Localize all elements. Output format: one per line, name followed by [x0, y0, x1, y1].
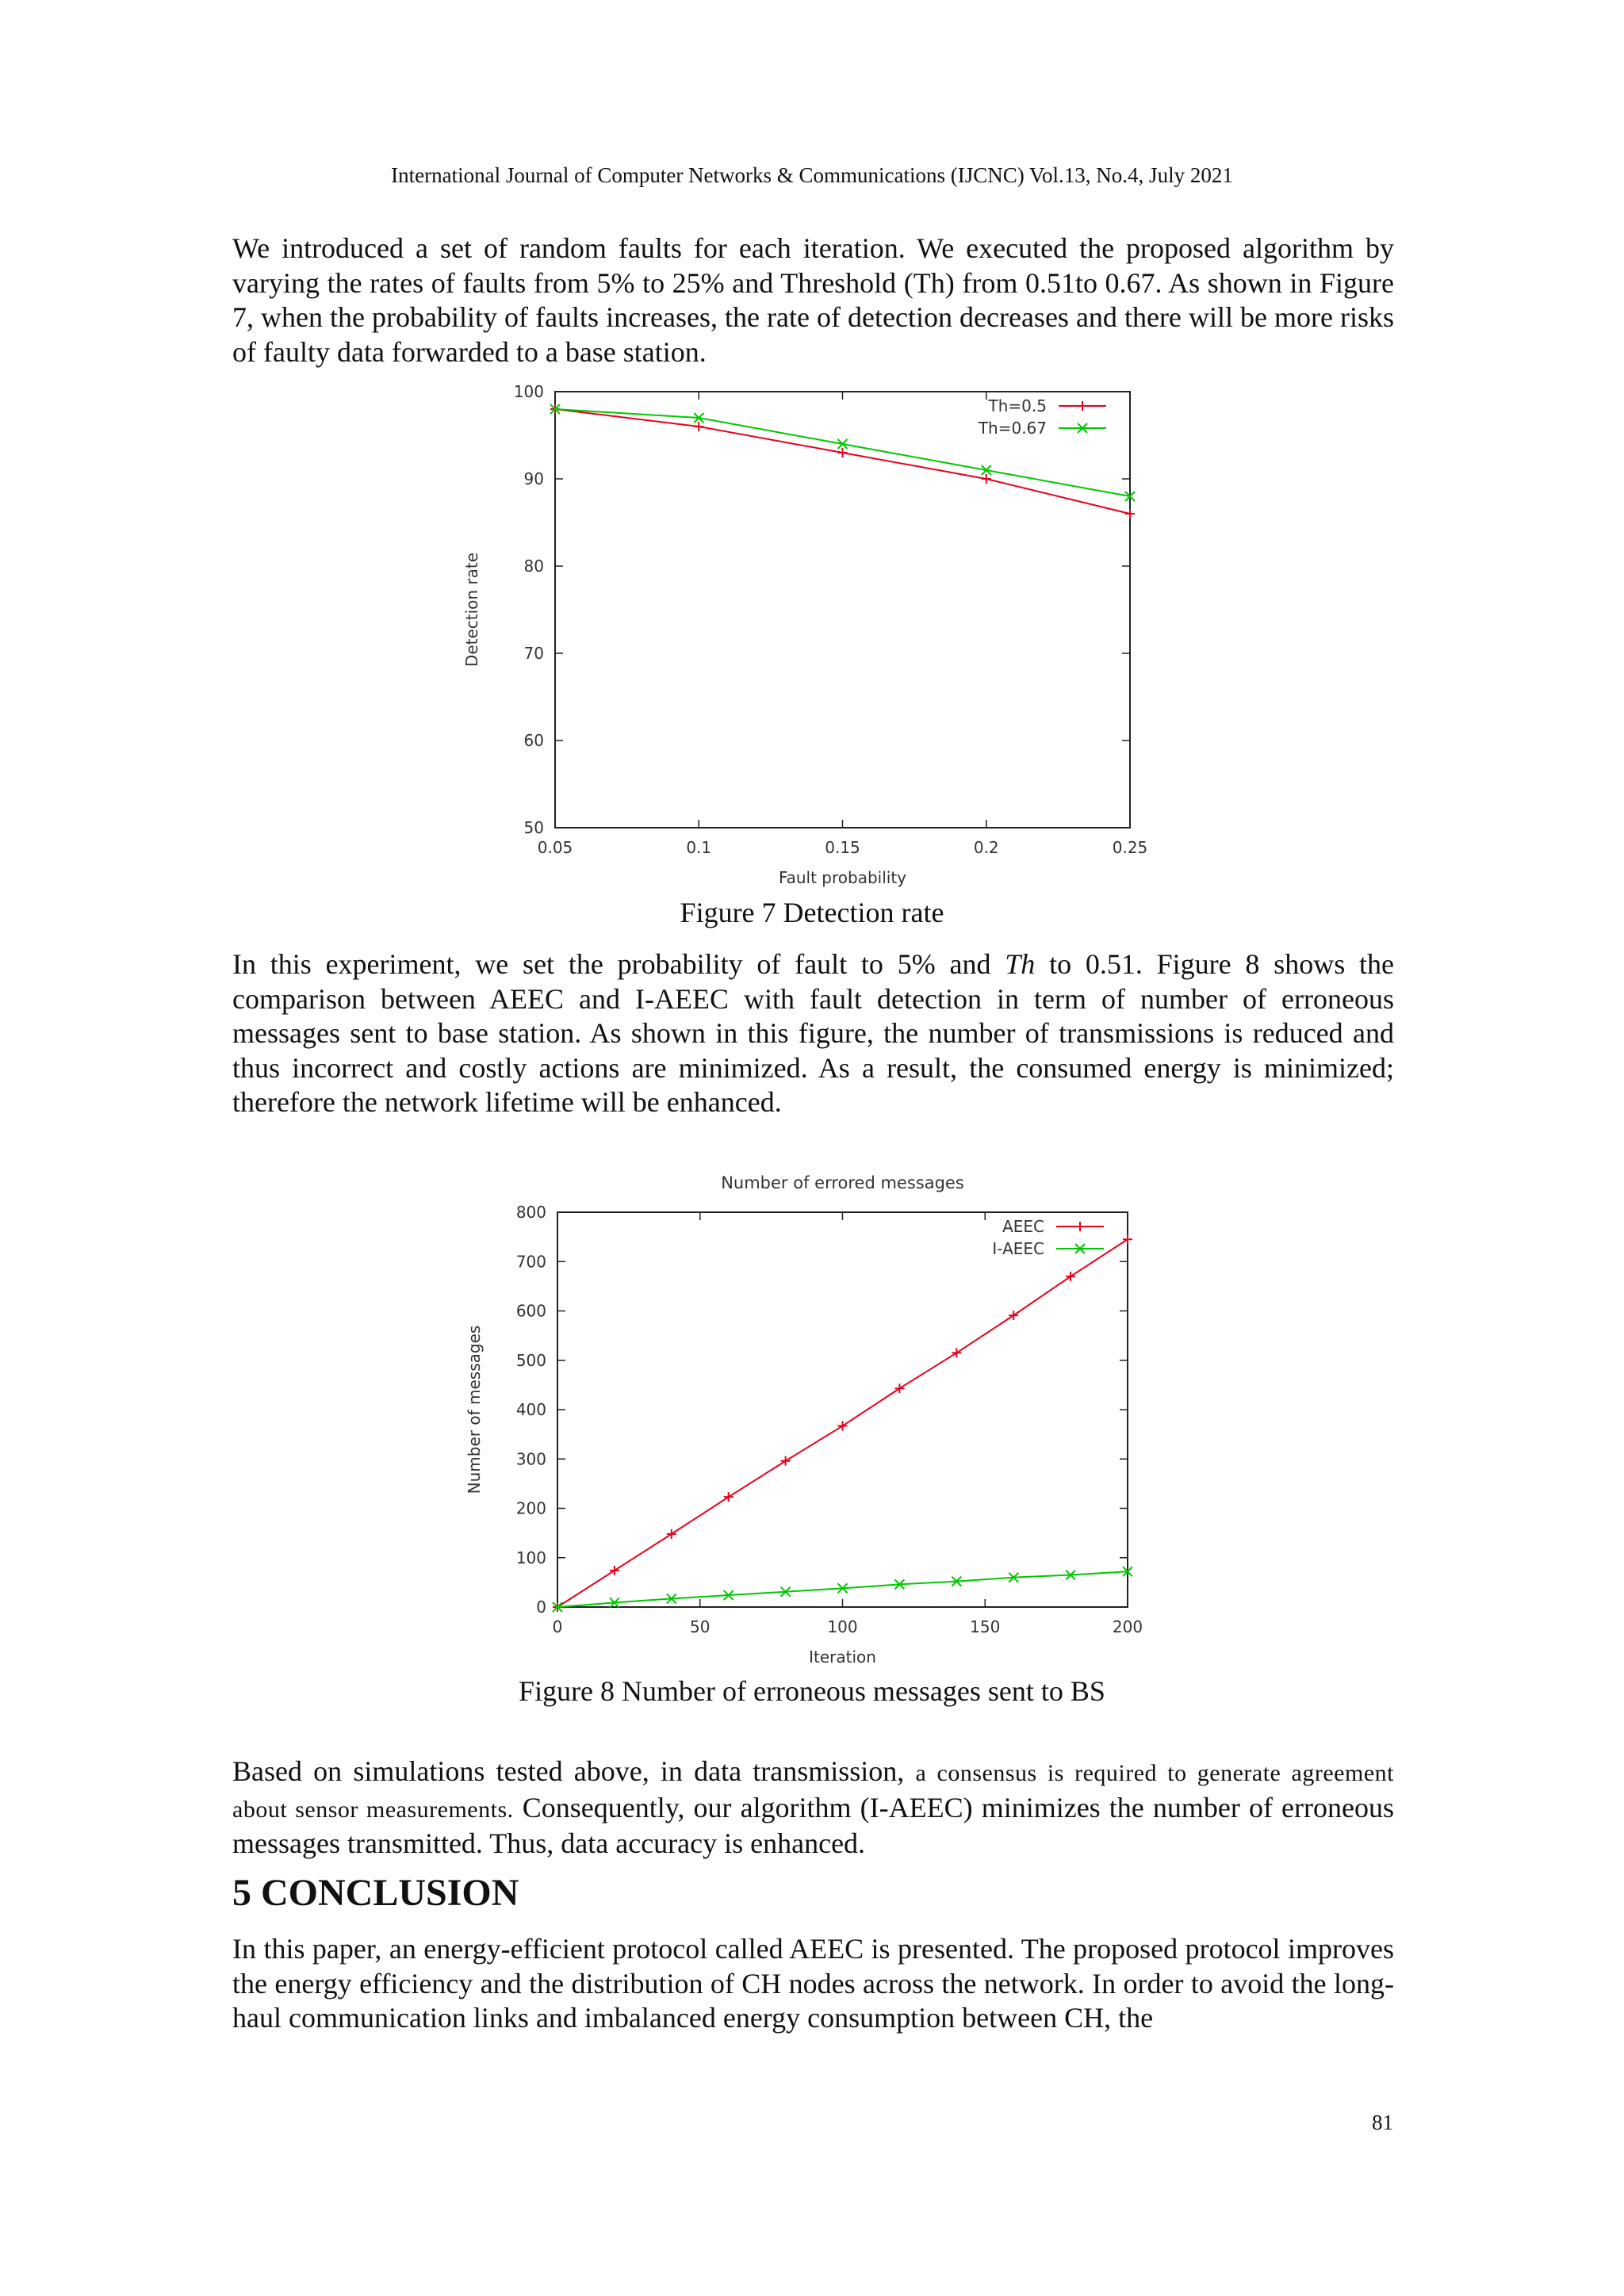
- data-point: [838, 439, 848, 449]
- x-tick-label: 0.1: [686, 838, 712, 857]
- plot-frame: [555, 392, 1130, 828]
- paragraph-2: [232, 947, 1394, 1120]
- data-point: [553, 1602, 562, 1612]
- data-point: [1123, 1567, 1132, 1576]
- data-point: [894, 1579, 904, 1589]
- x-tick-label: 150: [970, 1617, 1001, 1636]
- x-tick-label: 0.15: [825, 838, 860, 857]
- paragraph-1: We introduced a set of random faults for each iteration. We executed the proposed algorithm by varying the rates of faults from 5% to 25% and Threshold (Th) from 0.51to 0.67. As shown in Figure 7, when the probability of faults increases, the rate of detection decreases and there will be more risks of faulty data forwarded to a base station.: [232, 232, 1394, 368]
- chart-title: Number of errored messages: [721, 1173, 964, 1192]
- legend-label: AEEC: [1002, 1217, 1044, 1236]
- data-point: [724, 1590, 733, 1600]
- y-tick-label: 100: [513, 382, 544, 401]
- plot-frame: [557, 1212, 1128, 1607]
- paragraph-2-text-b: to 0.51. Figure 8 shows the comparison between AEEC and I-AEEC with fault detection in term of number of erroneous messages sent to base station. As shown in this figure, the number of transmissions is reduced and thus incorrect and costly actions are minimized. As a result, the consumed energy is minimized; therefore the network lifetime will be enhanced.: [232, 948, 1395, 1118]
- series-line-AEEC: [557, 1239, 1128, 1607]
- journal-header: International Journal of Computer Networks & Communications (IJCNC) Vol.13, No.4, July 2021: [391, 163, 1233, 187]
- data-point: [1009, 1311, 1018, 1320]
- x-tick-label: 0: [552, 1617, 563, 1636]
- data-point: [610, 1598, 619, 1607]
- y-tick-label: 800: [515, 1203, 546, 1222]
- data-point: [982, 474, 991, 484]
- paragraph-3-small: a consensus is required to generate agreement about sensor measurements.: [232, 1760, 1394, 1823]
- data-point: [781, 1456, 791, 1466]
- data-point: [1009, 1573, 1018, 1582]
- y-tick-label: 500: [515, 1350, 546, 1370]
- data-point: [1066, 1571, 1075, 1580]
- legend-marker: [1078, 401, 1087, 411]
- x-tick-label: 50: [690, 1617, 710, 1636]
- y-axis-label: Number of messages: [465, 1325, 484, 1494]
- y-axis-label: Detection rate: [462, 552, 481, 668]
- data-point: [553, 1602, 562, 1612]
- data-point: [667, 1529, 676, 1539]
- y-tick-label: 300: [515, 1449, 546, 1469]
- x-tick-label: 0.2: [973, 838, 999, 857]
- legend-label: Th=0.67: [978, 419, 1047, 438]
- data-point: [1123, 1234, 1132, 1244]
- figure-7-caption: Figure 7 Detection rate: [680, 897, 944, 928]
- data-point: [838, 1583, 848, 1593]
- data-point: [952, 1577, 961, 1586]
- data-point: [724, 1492, 733, 1502]
- data-point: [694, 413, 703, 423]
- y-tick-label: 700: [515, 1252, 546, 1272]
- y-tick-label: 50: [523, 818, 544, 837]
- y-tick-label: 80: [523, 557, 544, 576]
- x-tick-label: 0.25: [1112, 838, 1148, 857]
- chart-7: [462, 382, 1147, 887]
- figure-8-caption: Figure 8 Number of erroneous messages sent to BS: [519, 1675, 1105, 1707]
- series-line-Th=0.5: [555, 409, 1130, 514]
- y-tick-label: 400: [515, 1400, 546, 1419]
- data-point: [1125, 509, 1135, 519]
- data-point: [550, 404, 560, 414]
- data-point: [982, 465, 991, 475]
- data-point: [1125, 492, 1135, 501]
- data-point: [781, 1587, 791, 1597]
- data-point: [1066, 1272, 1075, 1281]
- paragraph-3: [232, 1755, 1394, 1862]
- x-axis-label: Fault probability: [778, 868, 907, 887]
- data-point: [550, 404, 560, 414]
- legend-marker: [1078, 423, 1087, 433]
- data-point: [838, 1422, 848, 1431]
- legend-label: Th=0.5: [988, 396, 1047, 415]
- y-tick-label: 200: [515, 1498, 546, 1518]
- data-point: [667, 1594, 676, 1603]
- legend-marker: [1075, 1222, 1085, 1231]
- chart-8: [465, 1173, 1143, 1667]
- legend-marker: [1075, 1244, 1085, 1253]
- paragraph-3-text-b: Consequently, our algorithm (I-AEEC) minimizes the number of erroneous messages transmitted. Thus, data accuracy is enhanced.: [232, 1791, 1394, 1859]
- series-line-Th=0.67: [555, 409, 1130, 496]
- x-axis-label: Iteration: [809, 1647, 876, 1667]
- data-point: [694, 422, 703, 431]
- x-tick-label: 100: [827, 1617, 858, 1636]
- page-number: 81: [1372, 2110, 1393, 2134]
- paragraph-2-th: Th: [1005, 948, 1036, 980]
- x-tick-label: 200: [1112, 1617, 1143, 1636]
- paragraph-2-text-a: In this experiment, we set the probability of fault to 5% and: [232, 948, 1005, 980]
- y-tick-label: 70: [523, 644, 544, 663]
- x-tick-label: 0.05: [537, 838, 573, 857]
- paragraph-3-text-a: Based on simulations tested above, in data transmission,: [232, 1755, 916, 1787]
- y-tick-label: 90: [523, 469, 544, 488]
- legend-label: I-AEEC: [992, 1239, 1044, 1258]
- y-tick-label: 600: [515, 1301, 546, 1321]
- section-title: 5 CONCLUSION: [232, 1872, 519, 1914]
- paragraph-4: In this paper, an energy-efficient protocol called AEEC is presented. The proposed protocol improves the energy efficiency and the distribution of CH nodes across the network. In order to avoid the long-haul communication links and imbalanced energy consumption between CH, the: [232, 1933, 1394, 2034]
- y-tick-label: 60: [523, 731, 544, 750]
- data-point: [838, 448, 848, 457]
- data-point: [894, 1383, 904, 1393]
- data-point: [952, 1348, 961, 1357]
- y-tick-label: 100: [515, 1548, 546, 1567]
- y-tick-label: 0: [536, 1598, 546, 1617]
- series-line-I-AEEC: [557, 1571, 1128, 1607]
- data-point: [610, 1566, 619, 1575]
